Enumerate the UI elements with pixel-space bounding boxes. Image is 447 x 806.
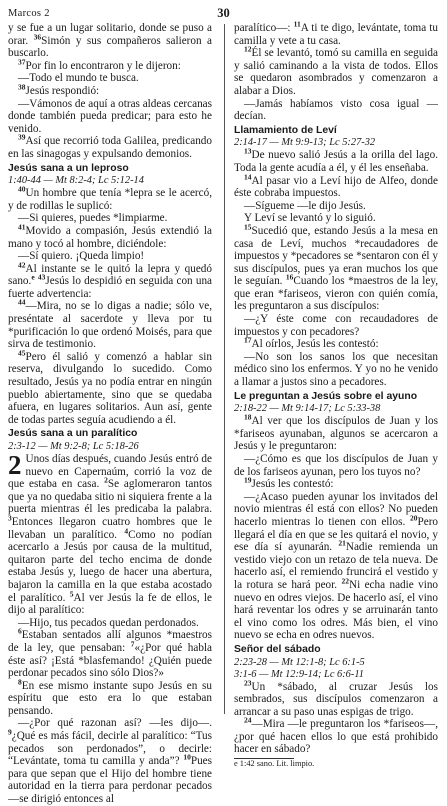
- verse-number: 12: [244, 44, 252, 54]
- verse-number: 13: [244, 146, 252, 156]
- dialogue-line: —No son los sanos los que necesitan médico sino los enfermos. Y yo no he venido a llamar a justos sino a pecadores.: [234, 350, 438, 389]
- dialogue-line: —Sí quiero. ¡Queda limpio!: [18, 250, 145, 263]
- section-heading: Le preguntan a Jesús sobre el ayuno: [234, 390, 418, 402]
- verse-number: 6: [18, 626, 22, 636]
- dialogue-line: —Hijo, tus pecados quedan perdonados.: [18, 616, 199, 629]
- dialogue-line: —Vámonos de aquí a otras aldeas cercanas donde también pueda predicar; para esto he venido.: [8, 97, 212, 135]
- verse-number: 10: [183, 752, 191, 762]
- verse-text: $^{42}$Al instante se le quitó la lepra y quedó sano.$^e$ $^{43}$Jesús lo despidió en seguida con una fuerte advertencia:: [8, 259, 213, 300]
- verse-number: 8: [18, 676, 22, 686]
- cross-reference: 2:14-17 — Mt 9:9-13; Lc 5:27-32: [234, 137, 376, 149]
- verse-number: 22: [341, 576, 349, 586]
- verse-number: 41: [18, 222, 26, 232]
- verse-text: $^{23}$Un *sábado, al cruzar Jesús los sembrados, sus discípulos comenzaron a arrancar a su paso unas espigas de trigo.: [234, 677, 438, 718]
- verse-text: $^{24}$—Mira —le preguntaron los *fariseos—, ¿por qué hacen ellos lo que está prohibido hacer en sábado?: [234, 715, 438, 756]
- column-divider: [224, 24, 225, 714]
- dialogue-line: —¿Cómo es que los discípulos de Juan y de los fariseos ayunan, pero los tuyos no?: [234, 453, 438, 478]
- verse-number: 43: [37, 272, 46, 282]
- page-number: 30: [217, 6, 230, 20]
- cross-reference: 2:3-12 — Mt 9:2-8; Lc 5:18-26: [8, 441, 139, 452]
- cross-reference: 2:18-22 — Mt 9:14-17; Lc 5:33-38: [234, 403, 381, 415]
- verse-text: $^{13}$De nuevo salió Jesús a la orilla del lago. Toda la gente acudía a él, y él les enseñaba.: [234, 146, 438, 174]
- verse-number: 2: [104, 475, 108, 485]
- verse-text: paralítico—: $^{11}$A ti te digo, levántate, toma tu camilla y vete a tu casa.: [234, 19, 439, 47]
- verse-number: 36: [33, 31, 42, 41]
- page-header: [0, 6, 447, 22]
- verse-text: $^{17}$Al oírlos, Jesús les contestó:: [244, 335, 379, 351]
- verse-text: 2 Unos días después, cuando Jesús entró de nuevo en Capernaúm, corrió la voz de que estaba en casa. $^2$Se aglomeraron tantos que ya no quedaba sitio ni siquiera frente a la puerta mientras él les predicaba la palabra. $^3$Entonces llegaron cuatro hombres que le llevaban un paralítico. $^4$Como no podían acercarlo a Jesús por causa de la multitud, quitaron parte del techo encima de donde estaba Jesús y, luego de hacer una abertura, bajaron la camilla en la que estaba acostado el paralítico. $^5$Al ver Jesús la fe de ellos, le dijo al paralítico:: [8, 450, 213, 617]
- verse-number: 3: [8, 513, 12, 523]
- verse-number: 20: [410, 513, 418, 523]
- verse-number: 17: [244, 335, 252, 345]
- left-column: [8, 22, 212, 806]
- verse-number: 39: [18, 132, 26, 142]
- cross-reference: 1:40-44 — Mt 8:2-4; Lc 5:12-14: [8, 175, 144, 187]
- verse-text: $^{41}$Movido a compasión, Jesús extendió la mano y tocó al hombre, diciéndole:: [8, 222, 212, 250]
- narrative-line: Y Leví se levantó y lo siguió.: [244, 212, 376, 225]
- dialogue-line: —¿Y éste come con recaudadores de impuestos y con pecadores?: [234, 313, 438, 338]
- verse-number: 15: [244, 222, 252, 232]
- verse-number: 4: [124, 525, 129, 535]
- verse-text: $^{14}$Al pasar vio a Leví hijo de Alfeo, donde éste cobraba impuestos.: [234, 171, 438, 200]
- verse-text: $^{40}$Un hombre que tenía *lepra se le acercó, y de rodillas le suplicó:: [8, 184, 212, 212]
- verse-number: 11: [293, 19, 301, 29]
- verse-number: 44: [18, 297, 26, 307]
- verse-text: $^{39}$Así que recorrió toda Galilea, predicando en las sinagogas y expulsando demonios.: [8, 132, 212, 160]
- verse-text: $^{38}$Jesús respondió:: [18, 82, 100, 97]
- verse-text: $^{45}$Pero él salió y comenzó a hablar sin reserva, divulgando lo sucedido. Como resultado, Jesús ya no podía entrar en ningún pueblo abiertamente, sino que se quedaba afuera, en lugares solitarios. Aun así, gente de todas partes seguía acudiendo a él.: [8, 348, 212, 426]
- footnote: e 1:42 sano. Lit. limpio.: [234, 759, 315, 769]
- verse-text: $^{37}$Por fin lo encontraron y le dijeron:: [18, 57, 181, 72]
- section-heading: Señor del sábado: [234, 643, 321, 655]
- verse-text: y se fue a un lugar solitario, donde se puso a orar. $^{36}$Simón y sus compañeros salieron a buscarlo.: [8, 22, 212, 60]
- verse-text: —¿Acaso pueden ayunar los invitados del novio mientras él está con ellos? No pueden hacerlo mientras lo tienen con ellos. $^{20}$Pero llegará el día en que se les quitará el novio, y ese día sí ayunarán. $^{21}$Nadie remienda un vestido viejo con un retazo de tela nueva. De hacerlo así, el remiendo fruncirá el vestido y la rotura se hará peor. $^{22}$Ni echa nadie vino nuevo en odres viejos. De hacerlo así, el vino hará reventar los odres y se arruinarán tanto el vino como los odres. Más bien, el vino nuevo se echa en odres nuevos.: [234, 490, 439, 642]
- verse-text: $^{12}$Él se levantó, tomó su camilla en seguida y salió caminando a la vista de todos. Ellos se quedaron asombrados y comenzaron a alabar a Dios.: [234, 44, 438, 97]
- verse-text: $^6$Estaban sentados allí algunos *maestros de la ley, que pensaban: $^7$«¿Por qué habla éste así? ¡Está *blasfemando! ¿Quién puede perdonar pecados sino sólo Dios?»: [8, 626, 212, 680]
- section-heading: Jesús sana a un paralítico: [8, 428, 138, 440]
- verse-text: $^{15}$Sucedió que, estando Jesús a la mesa en casa de Leví, muchos *recaudadores de impuestos y *pecadores se *sentaron con él y sus discípulos, pues ya eran muchos los que le seguían. $^{16}$Cuando los *maestros de la ley, que eran *fariseos, vieron con quién comía, les preguntaron a sus discípulos:: [234, 222, 439, 313]
- verse-number: 14: [244, 171, 252, 181]
- verse-number: 40: [18, 184, 26, 194]
- cross-reference: 3:1-6 — Mt 12:9-14; Lc 6:6-11: [234, 668, 364, 680]
- verse-number: 18: [244, 412, 252, 422]
- verse-number: 16: [285, 272, 294, 282]
- verse-number: 7: [130, 639, 135, 649]
- verse-number: 5: [69, 588, 74, 598]
- verse-number: 9: [8, 727, 12, 737]
- verse-text: $^{18}$Al ver que los discípulos de Juan y los *fariseos ayunaban, algunos se acercaron a Jesús y le preguntaron:: [234, 412, 438, 453]
- verse-text: —¿Por qué razonan así? —les dijo—. $^9$¿Qué es más fácil, decirle al paralítico: “Tus pecados son perdonados”, o decirle: “Levántate, toma tu camilla y anda”? $^{10}$Pues para que sepan que el Hijo del hombre tiene autoridad en la tierra para perdonar pecados —se dirigió entonces al: [8, 717, 212, 806]
- cross-reference: 2:23-28 — Mt 12:1-8; Lc 6:1-5: [234, 656, 365, 668]
- dialogue-line: —Sígueme —le dijo Jesús.: [244, 199, 366, 212]
- verse-number: 38: [18, 82, 26, 92]
- verse-number: 42: [18, 259, 26, 269]
- footnote-marker: e: [31, 272, 35, 282]
- book-chapter-header: Marcos 2: [8, 8, 50, 19]
- verse-text: $^8$En ese mismo instante supo Jesús en su espíritu que esto era lo que estaban pensando.: [8, 676, 212, 717]
- verse-number: 24: [244, 715, 252, 725]
- dialogue-line: —Jamás habíamos visto cosa igual —decían.: [234, 97, 438, 123]
- verse-number: 37: [18, 57, 26, 67]
- verse-text: $^{19}$Jesús les contestó:: [244, 475, 334, 491]
- verse-number: 23: [244, 677, 252, 687]
- dialogue-line: —Si quieres, puedes *limpiarme.: [18, 212, 168, 225]
- section-heading: Jesús sana a un leproso: [8, 162, 129, 174]
- chapter-number: 2: [8, 450, 22, 480]
- section-heading: Llamamiento de Leví: [234, 124, 337, 136]
- verse-number: 19: [244, 475, 252, 485]
- dialogue-line: —Todo el mundo te busca.: [18, 72, 139, 85]
- verse-text: $^{44}$—Mira, no se lo digas a nadie; sólo ve, preséntate al sacerdote y lleva por tu *purificación lo que ordenó Moisés, para que sirva de testimonio.: [8, 297, 212, 351]
- verse-number: 45: [18, 348, 26, 358]
- right-column: [234, 19, 439, 769]
- verse-number: 21: [338, 538, 346, 548]
